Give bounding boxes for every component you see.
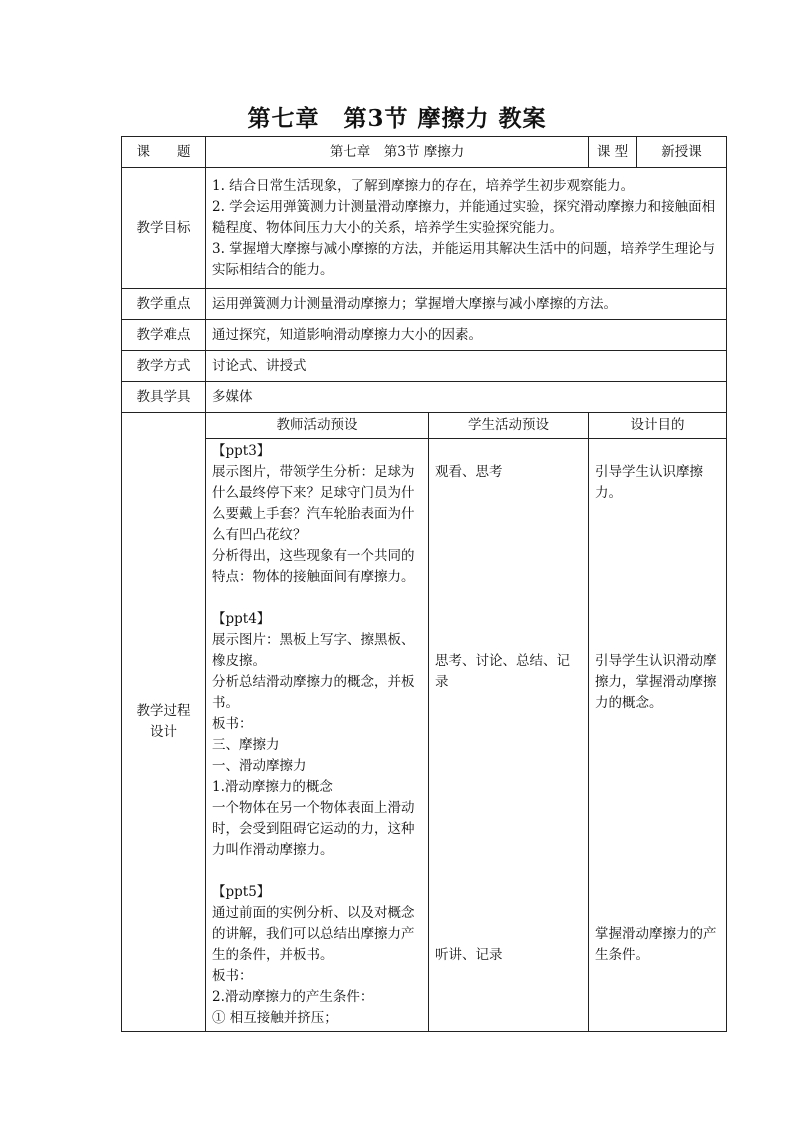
- method-label: 教学方式: [122, 351, 206, 382]
- design-purpose-cell: [589, 439, 727, 1032]
- teacher-activity-header: 教师活动预设: [206, 413, 429, 439]
- goals-content: [206, 168, 727, 289]
- topic-row: [122, 137, 727, 168]
- difficulty-row: [122, 320, 727, 351]
- key-points-row: [122, 289, 727, 320]
- design-purpose: 引导学生认识滑动摩擦力，掌握滑动摩擦力的概念。: [595, 653, 717, 711]
- teacher-text: 分析总结滑动摩擦力的概念，并板书。: [212, 674, 415, 711]
- design-purpose-header: 设计目的: [589, 413, 727, 439]
- process-content-row: [122, 439, 727, 1032]
- board-line: ① 相互接触并挤压；: [212, 1010, 338, 1026]
- board-line: 三、摩擦力: [212, 737, 280, 753]
- ppt-tag: 【ppt3】: [212, 443, 271, 459]
- ppt-tag: 【ppt5】: [212, 884, 271, 900]
- board-label: 板书：: [212, 716, 253, 732]
- goal-item: 1. 结合日常生活现象，了解到摩擦力的存在，培养学生初步观察能力。: [212, 177, 635, 194]
- tools-value: 多媒体: [206, 382, 727, 413]
- board-line: 一、滑动摩擦力: [212, 758, 307, 774]
- process-label-line: 设计: [150, 724, 177, 740]
- method-row: [122, 351, 727, 382]
- teacher-text: 通过前面的实例分析、以及对概念的讲解，我们可以总结出摩擦力产生的条件，并板书。: [212, 905, 415, 963]
- student-activity-header: 学生活动预设: [429, 413, 589, 439]
- method-value: 讨论式、讲授式: [206, 351, 727, 382]
- difficulty-label: 教学难点: [122, 320, 206, 351]
- lesson-type-value: 新授课: [637, 137, 727, 168]
- key-points-label: 教学重点: [122, 289, 206, 320]
- goals-label: 教学目标: [122, 168, 206, 289]
- goals-row: [122, 168, 727, 289]
- goal-item: 2. 学会运用弹簧测力计测量滑动摩擦力，并能通过实验，探究滑动摩擦力和接触面相糙程度、物体间压力大小的关系，培养学生实验探究能力。: [212, 198, 716, 236]
- design-purpose: 引导学生认识摩擦力。: [595, 464, 704, 501]
- tools-label: 教具学具: [122, 382, 206, 413]
- student-activity: 听讲、记录: [435, 947, 503, 963]
- tools-row: [122, 382, 727, 413]
- student-activity: 思考、讨论、总结、记录: [435, 653, 570, 690]
- teacher-text: 展示图片，带领学生分析：足球为什么最终停下来？足球守门员为什么要戴上手套？汽车轮胎表面为什么有凹凸花纹？: [212, 464, 415, 543]
- goal-item: 3. 掌握增大摩擦与减小摩擦的方法，并能运用其解决生活中的问题，培养学生理论与实际相结合的能力。: [212, 240, 716, 278]
- process-label: [122, 413, 206, 1032]
- teacher-text: 分析得出，这些现象有一个共同的特点：物体的接触面间有摩擦力。: [212, 548, 415, 585]
- teacher-activity-cell: [206, 439, 429, 1032]
- teacher-text: 展示图片：黑板上写字、擦黑板、橡皮擦。: [212, 632, 415, 669]
- board-label: 板书：: [212, 968, 253, 984]
- lesson-plan-table: [121, 136, 727, 1032]
- lesson-type-label: 课 型: [589, 137, 637, 168]
- board-line: 2.滑动摩擦力的产生条件：: [212, 989, 374, 1005]
- student-activity: 观看、思考: [435, 464, 503, 480]
- document-title: 第七章 第3节 摩擦力 教案: [247, 105, 547, 132]
- design-purpose: 掌握滑动摩擦力的产生条件。: [595, 926, 717, 963]
- difficulty-value: 通过探究，知道影响滑动摩擦力大小的因素。: [206, 320, 727, 351]
- topic-label: 课 题: [122, 137, 206, 168]
- key-points-value: 运用弹簧测力计测量滑动摩擦力；掌握增大摩擦与减小摩擦的方法。: [206, 289, 727, 320]
- board-line: 1.滑动摩擦力的概念: [212, 779, 333, 795]
- process-header-row: [122, 413, 727, 439]
- board-line: 一个物体在另一个物体表面上滑动时，会受到阻碍它运动的力，这种力叫作滑动摩擦力。: [212, 800, 415, 858]
- process-label-line: 教学过程: [136, 703, 191, 719]
- topic-value: 第七章 第3节 摩擦力: [206, 137, 589, 168]
- student-activity-cell: [429, 439, 589, 1032]
- ppt-tag: 【ppt4】: [212, 611, 271, 627]
